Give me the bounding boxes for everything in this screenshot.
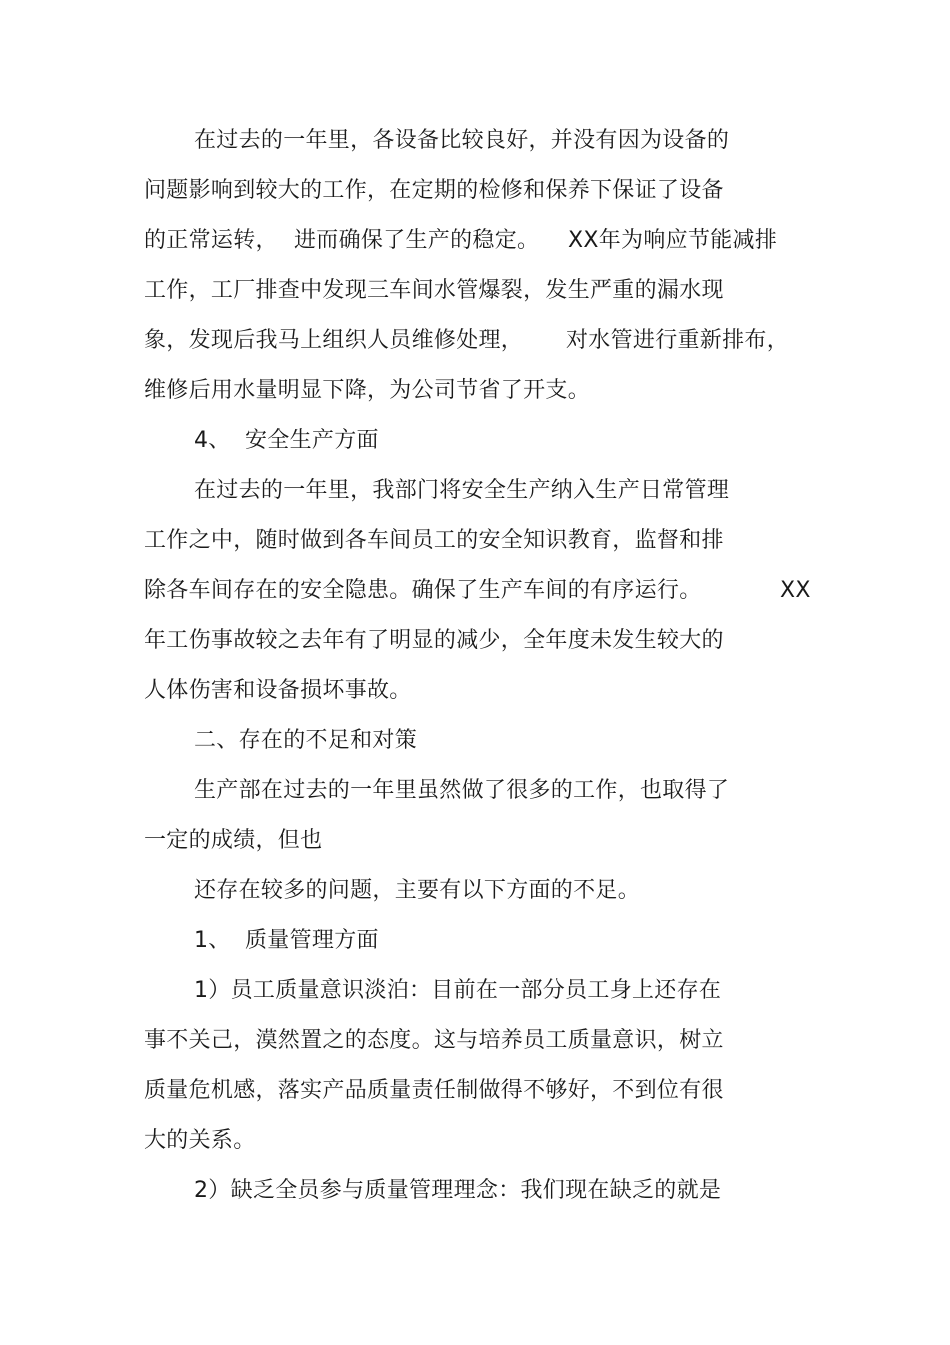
text-segment: 在过去的一年里，各设备比较良好，并没有因为设备的 xyxy=(194,128,730,153)
text-line xyxy=(0,673,412,709)
text-line xyxy=(0,173,724,209)
text-line xyxy=(0,1023,724,1059)
text-segment: 2）缺乏全员参与质量管理理念：我们现在缺乏的就是 xyxy=(194,1178,722,1203)
section-number: 1、 xyxy=(194,928,231,953)
text-segment: 大的关系。 xyxy=(144,1128,256,1153)
section-heading xyxy=(0,723,418,759)
text-segment: 进而确保了生产的稳定。 xyxy=(294,228,540,253)
text-segment: XX年为响应节能减排 xyxy=(568,228,778,253)
text-segment: 年工伤事故较之去年有了明显的减少，全年度未发生较大的 xyxy=(144,628,724,653)
text-segment: 问题影响到较大的工作，在定期的检修和保养下保证了设备 xyxy=(144,178,724,203)
section-title: 安全生产方面 xyxy=(245,428,379,453)
text-line xyxy=(0,823,323,859)
text-line xyxy=(0,223,778,259)
section-heading xyxy=(0,923,379,959)
text-segment: 的正常运转， xyxy=(144,228,278,253)
text-line xyxy=(0,623,724,659)
text-segment: 工作，工厂排查中发现三车间水管爆裂，发生严重的漏水现 xyxy=(144,278,724,303)
text-line xyxy=(0,323,790,359)
text-line xyxy=(0,1123,256,1159)
text-segment: 一定的成绩，但也 xyxy=(144,828,323,853)
text-segment: XX xyxy=(780,578,811,603)
text-line xyxy=(0,523,724,559)
text-line xyxy=(0,1073,724,1109)
text-line xyxy=(0,273,724,309)
text-line xyxy=(0,123,730,159)
text-line xyxy=(0,973,722,1009)
text-line xyxy=(0,873,641,909)
text-segment: 还存在较多的问题，主要有以下方面的不足。 xyxy=(194,878,641,903)
section-title: 质量管理方面 xyxy=(245,928,379,953)
section-heading xyxy=(0,423,379,459)
text-line xyxy=(0,573,811,609)
text-line xyxy=(0,473,730,509)
text-segment: 人体伤害和设备损坏事故。 xyxy=(144,678,412,703)
text-segment: 对水管进行重新排布， xyxy=(566,328,790,353)
text-segment: 1）员工质量意识淡泊：目前在一部分员工身上还存在 xyxy=(194,978,722,1003)
text-segment: 象，发现后我马上组织人员维修处理， xyxy=(144,328,524,353)
text-line xyxy=(0,373,591,409)
section-title: 二、存在的不足和对策 xyxy=(194,728,418,753)
text-segment: 质量危机感，落实产品质量责任制做得不够好，不到位有很 xyxy=(144,1078,724,1103)
text-segment: 事不关己，漠然置之的态度。这与培养员工质量意识，树立 xyxy=(144,1028,724,1053)
text-line xyxy=(0,1173,722,1209)
text-segment: 维修后用水量明显下降，为公司节省了开支。 xyxy=(144,378,591,403)
text-segment: 生产部在过去的一年里虽然做了很多的工作，也取得了 xyxy=(194,778,730,803)
text-line xyxy=(0,773,730,809)
text-segment: 除各车间存在的安全隐患。确保了生产车间的有序运行。 xyxy=(144,578,702,603)
section-number: 4、 xyxy=(194,428,231,453)
text-segment: 工作之中，随时做到各车间员工的安全知识教育，监督和排 xyxy=(144,528,724,553)
text-segment: 在过去的一年里，我部门将安全生产纳入生产日常管理 xyxy=(194,478,730,503)
